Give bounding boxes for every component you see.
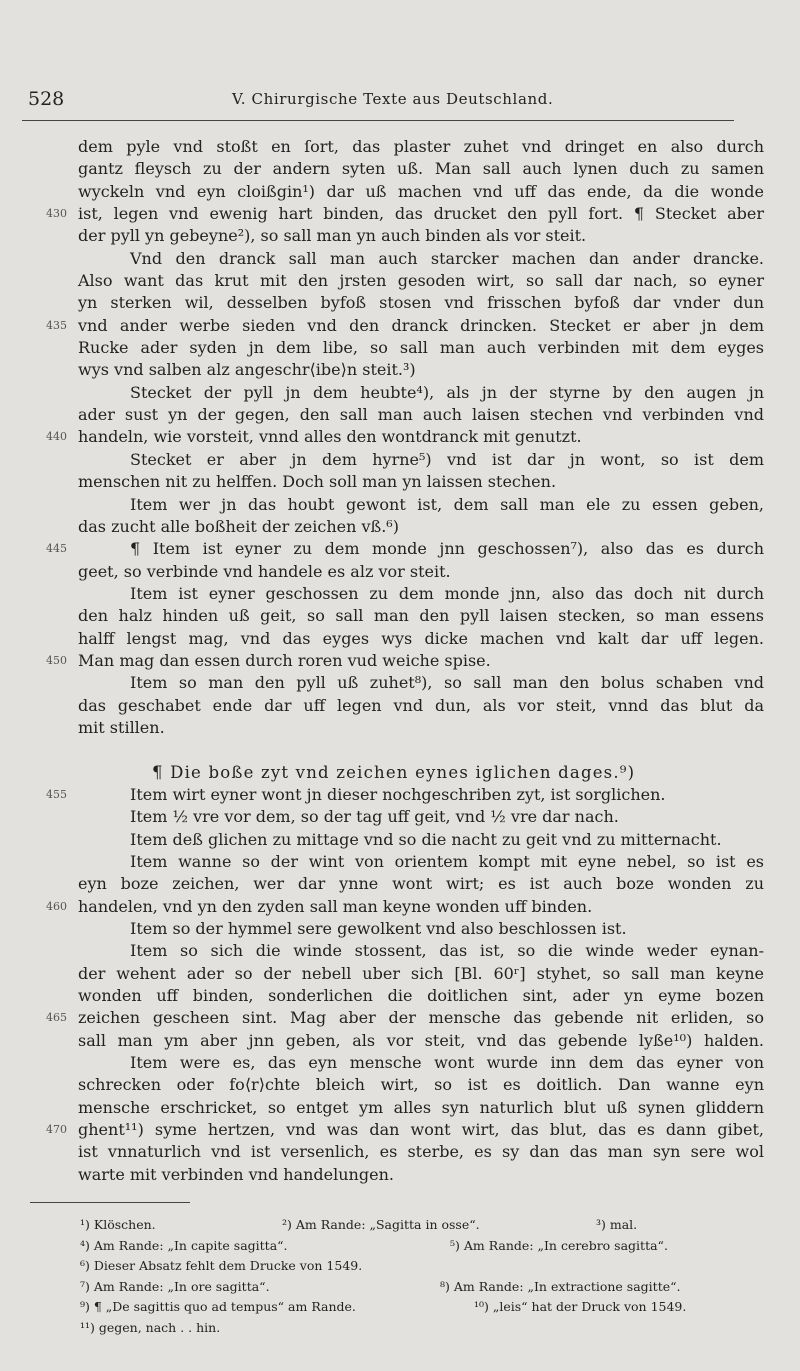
line-text: den halz hinden uß geit, so sall man den pyll laisen stecken, so man essens	[78, 606, 764, 626]
footnote: ²) Am Rande: „Sagitta in osse“.	[282, 1217, 480, 1232]
line-text: Vnd den dranck sall man auch starcker machen dan ander drancke.	[130, 248, 764, 268]
text-line	[0, 762, 800, 784]
line-text: halff lengst mag, vnd das eyges wys dicke machen vnd kalt dar uff legen.	[78, 628, 764, 648]
text-line	[0, 739, 800, 761]
text-line	[0, 985, 800, 1007]
header-rule	[22, 120, 734, 121]
text-line	[0, 248, 800, 270]
section-heading: ¶ Die boße zyt vnd zeichen eynes iglichen dages.⁹)	[152, 762, 636, 782]
line-text: wonden uff binden, sonderlichen die doitlichen sint, ader yn eyme bozen	[78, 986, 764, 1006]
text-line	[0, 1052, 800, 1074]
footnote: ¹⁰) „leis“ hat der Druck von 1549.	[474, 1299, 687, 1314]
line-text: mit stillen.	[78, 717, 165, 737]
line-text: eyn boze zeichen, wer dar ynne wont wirt; es ist auch boze wonden zu	[78, 874, 764, 894]
line-text: ist, legen vnd ewenig hart binden, das drucket den pyll fort. ¶ Stecket aber	[78, 204, 764, 224]
footnote: ³) mal.	[596, 1217, 638, 1232]
text-line	[0, 359, 800, 381]
line-number: 445	[46, 542, 67, 556]
text-line	[0, 471, 800, 493]
line-text: handeln, wie vorsteit, vnnd alles den wontdranck mit genutzt.	[78, 427, 582, 447]
line-text: gantz fleysch zu der andern syten uß. Man sall auch lynen duch zu samen	[78, 159, 764, 179]
footnote: ⁶) Dieser Absatz fehlt dem Drucke von 1549.	[80, 1258, 363, 1273]
text-line	[0, 225, 800, 247]
text-line	[0, 583, 800, 605]
line-text: Item so sich die winde stossent, das ist, so die winde weder eynan-	[130, 941, 764, 961]
text-line	[0, 1164, 800, 1186]
footnote-row	[0, 1215, 800, 1236]
text-line	[0, 873, 800, 895]
line-text: ader sust yn der gegen, den sall man auch laisen stechen vnd verbinden vnd	[78, 405, 764, 425]
line-text: vnd ander werbe sieden vnd den dranck drincken. Stecket er aber jn dem	[78, 315, 764, 335]
text-line	[0, 292, 800, 314]
line-text: Item so der hymmel sere gewolkent vnd also beschlossen ist.	[130, 919, 627, 939]
text-line	[0, 784, 800, 806]
line-number: 440	[46, 430, 67, 444]
line-text: Item wirt eyner wont jn dieser nochgeschriben zyt, ist sorglichen.	[130, 784, 666, 804]
text-line	[0, 516, 800, 538]
line-text: Man mag dan essen durch roren vud weiche spise.	[78, 650, 491, 670]
line-number: 435	[46, 318, 67, 332]
text-line	[0, 940, 800, 962]
text-line	[0, 404, 800, 426]
text-line	[0, 1030, 800, 1052]
line-text: wys vnd salben alz angeschr⟨ibe⟩n steit.³)	[78, 360, 416, 380]
line-text: Item were es, das eyn mensche wont wurde inn dem das eyner von	[130, 1053, 764, 1073]
text-line	[0, 315, 800, 337]
text-line	[0, 851, 800, 873]
line-text: Item wanne so der wint von orientem kompt mit eyne nebel, so ist es	[130, 852, 764, 871]
text-line	[0, 605, 800, 627]
line-text: der pyll yn gebeyne²), so sall man yn auch binden als vor steit.	[78, 226, 587, 246]
text-line	[0, 672, 800, 694]
footnote: ⁸) Am Rande: „In extractione sagitte“.	[440, 1278, 681, 1294]
line-text: Rucke ader syden jn dem libe, so sall man auch verbinden mit dem eyges	[78, 338, 764, 358]
text-line	[0, 426, 800, 448]
footnote: ¹¹) gegen, nach . . hin.	[80, 1319, 221, 1335]
footnotes	[0, 1215, 800, 1338]
line-text: yn sterken wil, desselben byfoß stosen vnd frisschen byfoß dar vnder dun	[78, 293, 764, 313]
footnote-row	[0, 1236, 800, 1257]
line-text: zeichen gescheen sint. Mag aber der mensche das gebende nit erliden, so	[78, 1008, 764, 1028]
body-text	[0, 136, 800, 1186]
text-line	[0, 449, 800, 471]
line-text: Item wer jn das houbt gewont ist, dem sall man ele zu essen geben,	[130, 494, 764, 514]
text-line	[0, 382, 800, 404]
footnote: ⁹) ¶ „De sagittis quo ad tempus“ am Rande.	[80, 1299, 356, 1314]
footnote: ⁴) Am Rande: „In capite sagitta“.	[80, 1237, 288, 1253]
line-number: 430	[46, 207, 67, 221]
line-text: ist vnnaturlich vnd ist versenlich, es sterbe, es sy dan das man syn sere wol	[78, 1142, 764, 1162]
text-line	[0, 270, 800, 292]
text-line	[0, 181, 800, 203]
line-text: ¶ Item ist eyner zu dem monde jnn geschossen⁷), also das es durch	[130, 539, 764, 559]
line-text: Item so man den pyll uß zuhet⁸), so sall man den bolus schaben vnd	[130, 673, 764, 693]
footnote-row	[0, 1256, 800, 1277]
text-line	[0, 561, 800, 583]
text-line	[0, 136, 800, 158]
line-text: schrecken oder fo⟨r⟩chte bleich wirt, so ist es doitlich. Dan wanne eyn	[78, 1075, 764, 1095]
text-line	[0, 695, 800, 717]
line-number: 455	[46, 787, 67, 801]
line-text: das geschabet ende dar uff legen vnd dun, als vor steit, vnnd das blut da	[78, 695, 764, 715]
page-header	[22, 88, 734, 112]
text-line	[0, 918, 800, 940]
footnote-row	[0, 1277, 800, 1298]
line-text: Item ist eyner geschossen zu dem monde jnn, also das doch nit durch	[130, 583, 764, 603]
line-text: Item deß glichen zu mittage vnd so die nacht zu geit vnd zu mitternacht.	[130, 829, 722, 849]
line-text: menschen nit zu helffen. Doch soll man yn laissen stechen.	[78, 472, 557, 492]
line-text: handelen, vnd yn den zyden sall man keyne wonden uff binden.	[78, 896, 593, 916]
line-text: sall man ym aber jnn geben, als vor steit, vnd das gebende lyße¹⁰) halden.	[78, 1030, 764, 1050]
line-text: dem pyle vnd stoßt en ſort, das plaster zuhet vnd dringet en also durch	[78, 137, 764, 156]
text-line	[0, 896, 800, 918]
line-number: 465	[46, 1011, 67, 1025]
text-line	[0, 203, 800, 225]
text-line	[0, 1097, 800, 1119]
running-head: V. Chirurgische Texte aus Deutschland.	[232, 90, 554, 108]
page-number: 528	[28, 88, 65, 110]
line-number: 450	[46, 653, 67, 667]
footnote: ¹) Klöschen.	[80, 1217, 156, 1232]
text-line	[0, 628, 800, 650]
line-text: der wehent ader so der nebell uber sich [Bl. 60ʳ] styhet, so sall man keyne	[78, 963, 764, 983]
footnote-rule	[30, 1202, 190, 1203]
text-line	[0, 650, 800, 672]
footnote-row	[0, 1318, 800, 1339]
text-line	[0, 1007, 800, 1029]
text-line	[0, 1119, 800, 1141]
line-text: mensche erschricket, so entget ym alles syn naturlich blut uß synen gliddern	[78, 1097, 764, 1117]
line-text: Stecket der pyll jn dem heubte⁴), als jn der styrne by den augen jn	[130, 382, 764, 402]
line-text: ghent¹¹) syme hertzen, vnd was dan wont wirt, das blut, das es dann gibet,	[78, 1120, 764, 1140]
line-text: warte mit verbinden vnd handelungen.	[78, 1164, 394, 1184]
footnote: ⁵) Am Rande: „In cerebro sagitta“.	[450, 1237, 668, 1253]
line-number: 470	[46, 1123, 67, 1137]
line-text: das zucht alle boßheit der zeichen vß.⁶)	[78, 516, 399, 536]
footnote-row	[0, 1297, 800, 1318]
line-text: wyckeln vnd eyn cloißgin¹) dar uß machen vnd uff das ende, da die wonde	[78, 181, 764, 201]
text-line	[0, 1074, 800, 1096]
text-line	[0, 1141, 800, 1163]
text-line	[0, 337, 800, 359]
text-line	[0, 158, 800, 180]
text-line	[0, 494, 800, 516]
text-line	[0, 806, 800, 828]
line-text: geet, so verbinde vnd handele es alz vor steit.	[78, 561, 451, 581]
line-number: 460	[46, 899, 67, 913]
line-text: Stecket er aber jn dem hyrne⁵) vnd ist dar jn wont, so ist dem	[130, 449, 764, 469]
text-line	[0, 829, 800, 851]
footnote: ⁷) Am Rande: „In ore sagitta“.	[80, 1278, 270, 1294]
text-line	[0, 717, 800, 739]
text-line	[0, 963, 800, 985]
line-text: Also want das krut mit den jrsten gesoden wirt, so sall dar nach, so eyner	[78, 271, 764, 291]
line-text: Item ½ vre vor dem, so der tag uff geit, vnd ½ vre dar nach.	[130, 807, 619, 827]
text-line	[0, 538, 800, 560]
